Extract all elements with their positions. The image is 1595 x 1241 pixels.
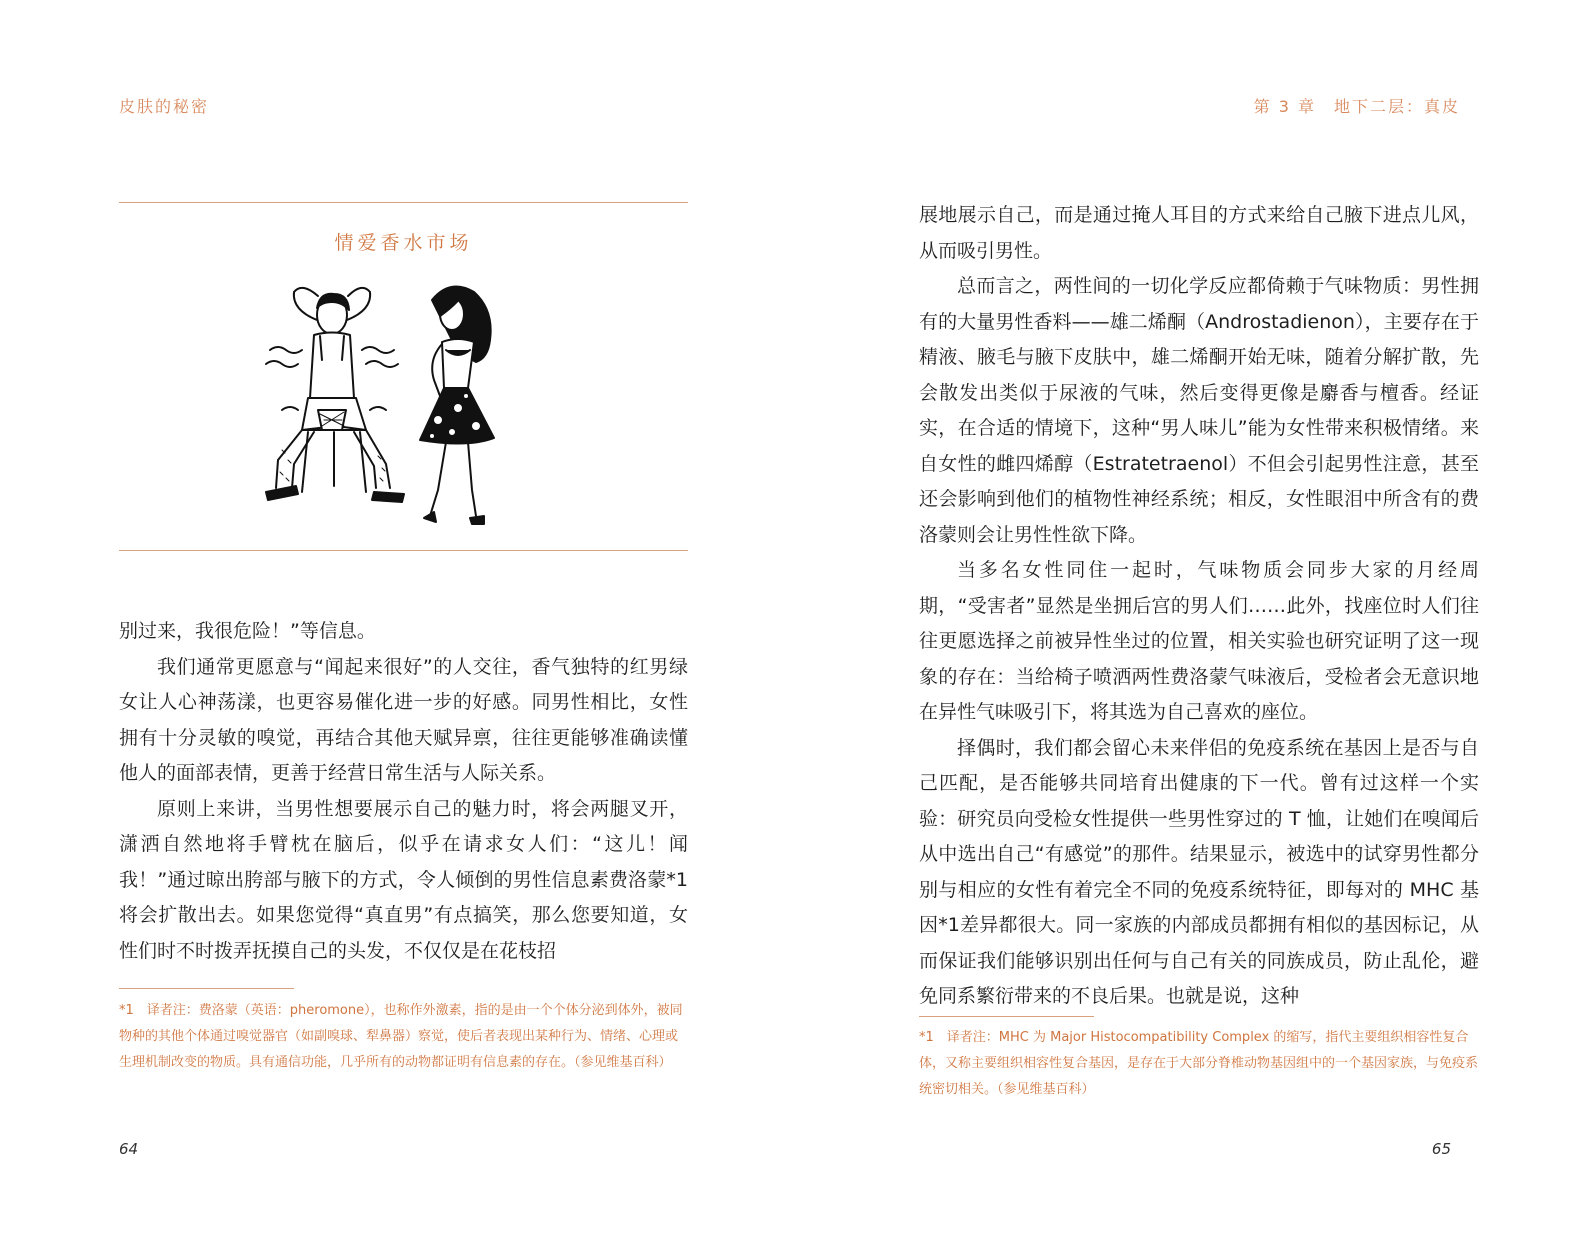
footnote-rule [919, 1016, 1094, 1017]
footnote-rule [119, 988, 294, 989]
body-text [919, 198, 1479, 1015]
couple-illustration [262, 280, 532, 542]
box-title: 情爱香水市场 [334, 232, 473, 254]
page-number: 65 [1431, 1140, 1451, 1158]
page-number: 64 [119, 1140, 139, 1158]
box-bottom-rule [119, 550, 688, 551]
footnote: *1 译者注：MHC 为 Major Histocompatibility Complex 的缩写，指代主要组织相容性复合体，又称主要组织相容性复合基因，是存在于大部分脊椎动物基因组中的一个基因家族，与免疫系统密切相关。（参见维基百科） [919, 1030, 1479, 1097]
paragraph: 择偶时，我们都会留心未来伴侣的免疫系统在基因上是否与自己匹配，是否能够共同培育出健康的下一代。曾有过这样一个实验：研究员向受检女性提供一些男性穿过的 T 恤，让她们在嗅闻后从中选出自己“有感觉”的那件。结果显示，被选中的试穿男性都分别与相应的女性有着完全不同的免疫系统特征，即每对的 MHC 基因*1差异都很大。同一家族的内部成员都拥有相似的基因标记，从而保证我们能够识别出任何与自己有关的同族成员，防止乱伦，避免同系繁衍带来的不良后果。也就是说，这种 [919, 736, 1479, 1007]
paragraph: 展地展示自己，而是通过掩人耳目的方式来给自己腋下进点儿风，从而吸引男性。 [919, 204, 1479, 262]
footnote: *1 译者注：费洛蒙（英语：pheromone），也称作外激素，指的是由一个个体分泌到体外，被同物种的其他个体通过嗅觉器官（如副嗅球、犁鼻器）察觉，使后者表现出某种行为、情绪、心理或生理机制改变的物质。具有通信功能，几乎所有的动物都证明有信息素的存在。（参见维基百科） [119, 1003, 683, 1070]
running-head: 第 3 章 地下二层：真皮 [1253, 97, 1460, 116]
left-page [0, 0, 797, 1241]
paragraph: 总而言之，两性间的一切化学反应都倚赖于气味物质：男性拥有的大量男性香料——雄二烯酮（Androstadienon），主要存在于精液、腋毛与腋下皮肤中，雄二烯酮开始无味，随着分解扩散，先会散发出类似于尿液的气味，然后变得更像是麝香与檀香。经证实，在合适的情境下，这种“男人味儿”能为女性带来积极情绪。来自女性的雌四烯醇（Estratetraenol）不但会引起男性注意，甚至还会影响到他们的植物性神经系统；相反，女性眼泪中所含有的费洛蒙则会让男性性欲下降。 [919, 275, 1479, 546]
right-page [797, 0, 1595, 1241]
paragraph: 当多名女性同住一起时，气味物质会同步大家的月经周期，“受害者”显然是坐拥后宫的男人们……此外，找座位时人们往往更愿选择之前被异性坐过的位置，相关实验也研究证明了这一现象的存在：当给椅子喷洒两性费洛蒙气味液后，受检者会无意识地在异性气味吸引下，将其选为自己喜欢的座位。 [919, 559, 1479, 723]
paragraph: 别过来，我很危险！”等信息。 [119, 620, 376, 642]
paragraph: 我们通常更愿意与“闻起来很好”的人交往，香气独特的红男绿女让人心神荡漾，也更容易催化进一步的好感。同男性相比，女性拥有十分灵敏的嗅觉，再结合其他天赋异禀，往往更能够准确读懂他人的面部表情，更善于经营日常生活与人际关系。 [119, 655, 688, 784]
paragraph: 原则上来讲，当男性想要展示自己的魅力时，将会两腿叉开，潇洒自然地将手臂枕在脑后，似乎在请求女人们：“这儿！闻我！”通过晾出胯部与腋下的方式，令人倾倒的男性信息素费洛蒙*1将会扩散出去。如果您觉得“真直男”有点搞笑，那么您要知道，女性们时不时拨弄抚摸自己的头发，不仅仅是在花枝招 [119, 797, 688, 962]
body-text [119, 614, 688, 969]
running-head: 皮肤的秘密 [119, 97, 210, 116]
box-top-rule [119, 202, 688, 203]
